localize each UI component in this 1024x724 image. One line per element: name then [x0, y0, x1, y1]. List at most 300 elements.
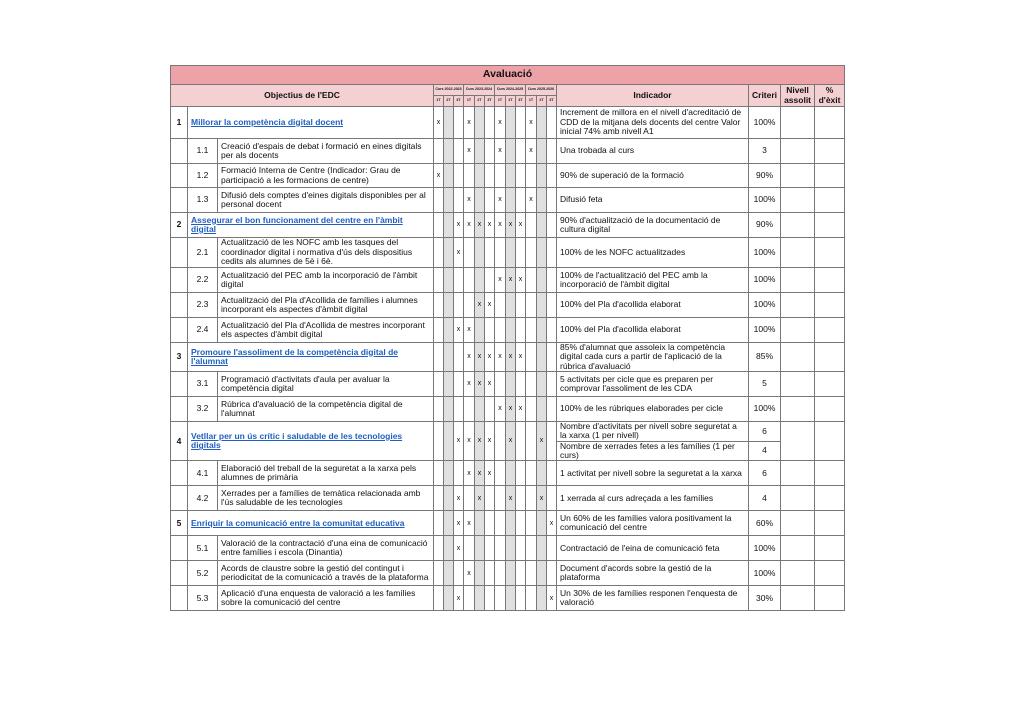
schedule-cell — [434, 238, 444, 268]
objective-title-link[interactable]: Millorar la competència digital docent — [191, 116, 344, 127]
level-cell — [781, 511, 815, 536]
indicator-text: Contractació de l'eina de comunicació feta — [557, 536, 749, 561]
schedule-cell — [495, 372, 506, 397]
term-header: 3T — [547, 96, 557, 107]
schedule-cell: x — [516, 268, 526, 293]
indicator-text: 1 activitat per nivell sobre la seguretat a la xarxa — [557, 461, 749, 486]
action-text: Xerrades per a famílies de temàtica relacionada amb l'ús saludable de les tecnologies — [218, 486, 434, 511]
schedule-cell — [547, 372, 557, 397]
indent-cell — [171, 486, 188, 511]
schedule-cell: x — [464, 139, 475, 164]
schedule-cell — [526, 318, 537, 343]
level-header: Nivell assolit — [781, 85, 815, 107]
objective-number: 1 — [171, 107, 188, 139]
indicator-text: Nombre de xerrades fetes a les famílies (1 per curs) — [557, 441, 749, 461]
schedule-cell — [547, 561, 557, 586]
schedule-cell — [506, 107, 516, 139]
schedule-cell: x — [464, 422, 475, 461]
schedule-cell — [537, 268, 547, 293]
criteria-value: 3 — [749, 139, 781, 164]
level-cell — [781, 238, 815, 268]
schedule-cell — [537, 293, 547, 318]
schedule-cell — [454, 293, 464, 318]
schedule-cell — [464, 268, 475, 293]
schedule-cell: x — [506, 268, 516, 293]
schedule-cell — [444, 293, 454, 318]
indent-cell — [171, 561, 188, 586]
indicator-text: 90% de superació de la formació — [557, 164, 749, 188]
schedule-cell — [434, 511, 444, 536]
schedule-cell: x — [475, 422, 485, 461]
schedule-cell — [485, 586, 495, 611]
action-row — [171, 293, 845, 318]
schedule-cell: x — [475, 372, 485, 397]
action-text: Aplicació d'una enquesta de valoració a les famílies sobre la comunicació del centre — [218, 586, 434, 611]
schedule-cell — [434, 586, 444, 611]
success-cell — [815, 372, 845, 397]
action-number: 3.1 — [188, 372, 218, 397]
schedule-cell — [434, 293, 444, 318]
schedule-cell: x — [526, 188, 537, 213]
schedule-cell — [547, 188, 557, 213]
schedule-cell — [434, 372, 444, 397]
schedule-cell — [485, 511, 495, 536]
schedule-cell: x — [485, 461, 495, 486]
indent-cell — [171, 238, 188, 268]
level-cell — [781, 397, 815, 422]
schedule-cell — [444, 397, 454, 422]
schedule-cell: x — [464, 188, 475, 213]
schedule-cell: x — [485, 343, 495, 372]
course-header: Curs 2025-2026 — [526, 85, 557, 96]
schedule-cell — [547, 318, 557, 343]
schedule-cell — [537, 139, 547, 164]
schedule-cell — [444, 268, 454, 293]
schedule-cell — [526, 397, 537, 422]
schedule-cell: x — [475, 213, 485, 238]
level-cell — [781, 164, 815, 188]
schedule-cell — [475, 238, 485, 268]
schedule-cell — [454, 268, 464, 293]
schedule-cell — [537, 164, 547, 188]
objective-title-link[interactable]: Vetllar per un ús crític i saludable de les tecnologies digitals — [191, 430, 403, 451]
indent-cell — [171, 586, 188, 611]
schedule-cell: x — [485, 293, 495, 318]
action-text: Actualització del Pla d'Acollida de famílies i alumnes incorporant els aspectes d'àmbit digital — [218, 293, 434, 318]
action-row — [171, 372, 845, 397]
level-cell — [781, 461, 815, 486]
schedule-cell — [516, 188, 526, 213]
success-cell — [815, 139, 845, 164]
schedule-cell — [516, 486, 526, 511]
indicator-text: Document d'acords sobre la gestió de la plataforma — [557, 561, 749, 586]
schedule-cell — [526, 268, 537, 293]
schedule-cell: x — [454, 213, 464, 238]
schedule-cell — [434, 213, 444, 238]
criteria-value: 90% — [749, 213, 781, 238]
schedule-cell — [547, 461, 557, 486]
schedule-cell — [454, 397, 464, 422]
action-number: 1.1 — [188, 139, 218, 164]
schedule-cell — [516, 318, 526, 343]
term-header: 2T — [506, 96, 516, 107]
indent-cell — [171, 188, 188, 213]
schedule-cell — [537, 586, 547, 611]
schedule-cell — [434, 486, 444, 511]
objective-title-link[interactable]: Promoure l'assoliment de la competència digital de l'alumnat — [191, 346, 399, 367]
schedule-cell — [485, 536, 495, 561]
indicator-text: 100% de l'actualització del PEC amb la incorporació de l'àmbit digital — [557, 268, 749, 293]
action-number: 4.2 — [188, 486, 218, 511]
schedule-cell — [516, 511, 526, 536]
schedule-cell: x — [485, 213, 495, 238]
course-header: Curs 2023-2024 — [464, 85, 495, 96]
objective-row — [171, 107, 845, 139]
objective-title-link[interactable]: Assegurar el bon funcionament del centre en l'àmbit digital — [191, 214, 403, 234]
schedule-cell — [485, 318, 495, 343]
success-cell — [815, 486, 845, 511]
schedule-cell — [454, 164, 464, 188]
schedule-cell — [547, 343, 557, 372]
action-row — [171, 188, 845, 213]
action-number: 3.2 — [188, 397, 218, 422]
level-cell — [781, 586, 815, 611]
level-cell — [781, 422, 815, 461]
objectives-header: Objectius de l'EDC — [171, 85, 434, 107]
schedule-cell — [434, 422, 444, 461]
schedule-cell: x — [516, 213, 526, 238]
level-cell — [781, 107, 815, 139]
indicator-text: 100% del Pla d'acollida elaborat — [557, 293, 749, 318]
criteria-value: 100% — [749, 293, 781, 318]
schedule-cell — [444, 139, 454, 164]
indent-cell — [171, 164, 188, 188]
indent-cell — [171, 536, 188, 561]
criteria-header: Criteri — [749, 85, 781, 107]
indicator-text: Difusió feta — [557, 188, 749, 213]
term-header: 2T — [537, 96, 547, 107]
action-text: Difusió dels comptes d'eines digitals disponibles per al personal docent — [218, 188, 434, 213]
term-header: 1T — [526, 96, 537, 107]
action-row — [171, 238, 845, 268]
schedule-cell — [444, 372, 454, 397]
schedule-cell — [526, 486, 537, 511]
schedule-cell — [454, 461, 464, 486]
success-cell — [815, 343, 845, 372]
success-cell — [815, 188, 845, 213]
action-row — [171, 139, 845, 164]
schedule-cell — [464, 238, 475, 268]
schedule-cell — [434, 561, 444, 586]
success-cell — [815, 318, 845, 343]
criteria-value: 85% — [749, 343, 781, 372]
schedule-cell: x — [475, 486, 485, 511]
term-header: 1T — [434, 96, 444, 107]
schedule-cell — [526, 561, 537, 586]
term-header: 2T — [475, 96, 485, 107]
schedule-cell — [516, 561, 526, 586]
schedule-cell: x — [464, 461, 475, 486]
indicator-text: 1 xerrada al curs adreçada a les famílies — [557, 486, 749, 511]
schedule-cell — [537, 372, 547, 397]
schedule-cell — [454, 561, 464, 586]
indent-cell — [171, 372, 188, 397]
schedule-cell — [547, 486, 557, 511]
schedule-cell: x — [454, 238, 464, 268]
level-cell — [781, 561, 815, 586]
schedule-cell — [516, 238, 526, 268]
schedule-cell — [547, 164, 557, 188]
schedule-cell — [454, 343, 464, 372]
schedule-cell — [444, 422, 454, 461]
schedule-cell — [444, 486, 454, 511]
schedule-cell — [506, 511, 516, 536]
schedule-cell — [495, 318, 506, 343]
schedule-cell — [526, 238, 537, 268]
schedule-cell — [506, 372, 516, 397]
schedule-cell — [454, 139, 464, 164]
schedule-cell — [537, 238, 547, 268]
schedule-cell: x — [495, 268, 506, 293]
level-cell — [781, 268, 815, 293]
schedule-cell — [547, 422, 557, 461]
schedule-cell — [506, 461, 516, 486]
schedule-cell — [444, 107, 454, 139]
schedule-cell: x — [434, 164, 444, 188]
schedule-cell — [475, 107, 485, 139]
criteria-value: 100% — [749, 318, 781, 343]
indicator-text: 100% de les NOFC actualitzades — [557, 238, 749, 268]
objective-title — [188, 422, 434, 461]
course-header: Curs 2022-2023 — [434, 85, 464, 96]
schedule-cell — [475, 561, 485, 586]
term-header: 3T — [516, 96, 526, 107]
schedule-cell — [434, 343, 444, 372]
objective-row — [171, 422, 845, 442]
schedule-cell — [434, 318, 444, 343]
schedule-cell — [537, 511, 547, 536]
objective-row — [171, 343, 845, 372]
schedule-cell — [526, 461, 537, 486]
level-cell — [781, 486, 815, 511]
level-cell — [781, 293, 815, 318]
criteria-value: 4 — [749, 441, 781, 461]
schedule-cell — [516, 461, 526, 486]
schedule-cell: x — [434, 107, 444, 139]
schedule-cell: x — [495, 188, 506, 213]
schedule-cell — [475, 318, 485, 343]
action-text: Rúbrica d'avaluació de la competència digital de l'alumnat — [218, 397, 434, 422]
schedule-cell — [537, 188, 547, 213]
schedule-cell — [444, 536, 454, 561]
schedule-cell — [516, 107, 526, 139]
action-number: 2.2 — [188, 268, 218, 293]
objective-title-link[interactable]: Enriquir la comunicació entre la comunitat educativa — [191, 517, 405, 528]
schedule-cell — [526, 213, 537, 238]
action-row — [171, 461, 845, 486]
schedule-cell — [547, 536, 557, 561]
schedule-cell: x — [506, 213, 516, 238]
indicator-text: 5 activitats per cicle que es preparen per comprovar l'assoliment de les CDA — [557, 372, 749, 397]
term-header: 1T — [495, 96, 506, 107]
indicator-text: Un 30% de les famílies responen l'enquesta de valoració — [557, 586, 749, 611]
action-number: 2.4 — [188, 318, 218, 343]
action-text: Acords de claustre sobre la gestió del contingut i periodicitat de la comunicació a través de la plataforma — [218, 561, 434, 586]
action-row — [171, 486, 845, 511]
criteria-value: 5 — [749, 372, 781, 397]
schedule-cell — [506, 586, 516, 611]
schedule-cell — [485, 188, 495, 213]
schedule-cell — [454, 188, 464, 213]
schedule-cell — [516, 536, 526, 561]
success-cell — [815, 461, 845, 486]
schedule-cell: x — [547, 586, 557, 611]
table-title: Avaluació — [171, 66, 845, 85]
schedule-cell: x — [506, 343, 516, 372]
schedule-cell — [537, 397, 547, 422]
schedule-cell — [485, 238, 495, 268]
criteria-value: 6 — [749, 461, 781, 486]
schedule-cell: x — [464, 343, 475, 372]
objective-row — [171, 511, 845, 536]
action-text: Actualització del Pla d'Acollida de mestres incorporant els aspectes d'àmbit digital — [218, 318, 434, 343]
schedule-cell: x — [454, 486, 464, 511]
schedule-cell — [547, 139, 557, 164]
schedule-cell — [537, 343, 547, 372]
action-number: 1.2 — [188, 164, 218, 188]
indicator-text: 90% d'actualització de la documentació de cultura digital — [557, 213, 749, 238]
schedule-cell — [516, 372, 526, 397]
success-cell — [815, 238, 845, 268]
indicator-text: Una trobada al curs — [557, 139, 749, 164]
schedule-cell: x — [506, 397, 516, 422]
schedule-cell — [485, 486, 495, 511]
schedule-cell: x — [526, 139, 537, 164]
schedule-cell: x — [516, 397, 526, 422]
criteria-value: 4 — [749, 486, 781, 511]
schedule-cell — [434, 536, 444, 561]
success-cell — [815, 268, 845, 293]
action-number: 2.3 — [188, 293, 218, 318]
schedule-cell — [485, 164, 495, 188]
schedule-cell — [444, 343, 454, 372]
level-cell — [781, 372, 815, 397]
success-cell — [815, 107, 845, 139]
criteria-value: 100% — [749, 536, 781, 561]
indent-cell — [171, 461, 188, 486]
schedule-cell — [454, 372, 464, 397]
schedule-cell — [464, 397, 475, 422]
success-cell — [815, 164, 845, 188]
schedule-cell — [495, 486, 506, 511]
schedule-cell — [537, 107, 547, 139]
action-row — [171, 397, 845, 422]
schedule-cell — [464, 486, 475, 511]
schedule-cell — [464, 164, 475, 188]
schedule-cell — [454, 107, 464, 139]
criteria-value: 100% — [749, 561, 781, 586]
success-cell — [815, 422, 845, 461]
schedule-cell — [434, 268, 444, 293]
schedule-cell: x — [464, 561, 475, 586]
action-text: Actualització de les NOFC amb les tasques del coordinador digital i normativa d'ús dels dispositius cedits als alumnes de 5è i 6è. — [218, 238, 434, 268]
action-number: 2.1 — [188, 238, 218, 268]
indicator-text: Un 60% de les famílies valora positivament la comunicació del centre — [557, 511, 749, 536]
schedule-cell — [444, 238, 454, 268]
schedule-cell — [444, 511, 454, 536]
schedule-cell — [495, 461, 506, 486]
schedule-cell — [526, 372, 537, 397]
evaluation-table — [170, 65, 845, 611]
schedule-cell: x — [475, 343, 485, 372]
indicator-text: 100% de les rúbriques elaborades per cicle — [557, 397, 749, 422]
action-row — [171, 561, 845, 586]
action-row — [171, 536, 845, 561]
schedule-cell — [506, 561, 516, 586]
action-number: 4.1 — [188, 461, 218, 486]
schedule-cell — [516, 422, 526, 461]
schedule-cell — [475, 397, 485, 422]
schedule-cell: x — [485, 372, 495, 397]
schedule-cell — [444, 461, 454, 486]
schedule-cell: x — [537, 486, 547, 511]
schedule-cell — [506, 188, 516, 213]
schedule-cell — [444, 561, 454, 586]
schedule-cell — [475, 586, 485, 611]
schedule-cell: x — [537, 422, 547, 461]
success-cell — [815, 586, 845, 611]
schedule-cell — [516, 293, 526, 318]
level-cell — [781, 139, 815, 164]
success-cell — [815, 293, 845, 318]
action-row — [171, 586, 845, 611]
schedule-cell — [506, 536, 516, 561]
action-text: Creació d'espais de debat i formació en eines digitals per als docents — [218, 139, 434, 164]
objective-title — [188, 107, 434, 139]
success-cell — [815, 397, 845, 422]
schedule-cell — [547, 397, 557, 422]
indicator-header: Indicador — [557, 85, 749, 107]
schedule-cell: x — [495, 343, 506, 372]
action-text: Programació d'activitats d'aula per avaluar la competència digital — [218, 372, 434, 397]
schedule-cell — [547, 213, 557, 238]
objective-number: 4 — [171, 422, 188, 461]
objective-title — [188, 343, 434, 372]
success-header: % d'èxit — [815, 85, 845, 107]
action-text: Valoració de la contractació d'una eina de comunicació entre famílies i escola (Dinantia) — [218, 536, 434, 561]
schedule-cell — [516, 139, 526, 164]
indent-cell — [171, 293, 188, 318]
indicator-text: 85% d'alumnat que assoleix la competència digital cada curs a partir de l'aplicació de la rúbrica d'avaluació — [557, 343, 749, 372]
schedule-cell — [444, 164, 454, 188]
schedule-cell: x — [454, 422, 464, 461]
schedule-cell — [526, 586, 537, 611]
schedule-cell: x — [464, 107, 475, 139]
schedule-cell: x — [464, 318, 475, 343]
schedule-cell: x — [495, 397, 506, 422]
schedule-cell — [537, 318, 547, 343]
schedule-cell — [506, 164, 516, 188]
schedule-cell: x — [454, 511, 464, 536]
course-header: Curs 2024-2025 — [495, 85, 526, 96]
schedule-cell: x — [454, 318, 464, 343]
action-row — [171, 268, 845, 293]
criteria-value: 60% — [749, 511, 781, 536]
schedule-cell — [495, 238, 506, 268]
schedule-cell — [495, 422, 506, 461]
schedule-cell — [495, 536, 506, 561]
criteria-value: 100% — [749, 188, 781, 213]
